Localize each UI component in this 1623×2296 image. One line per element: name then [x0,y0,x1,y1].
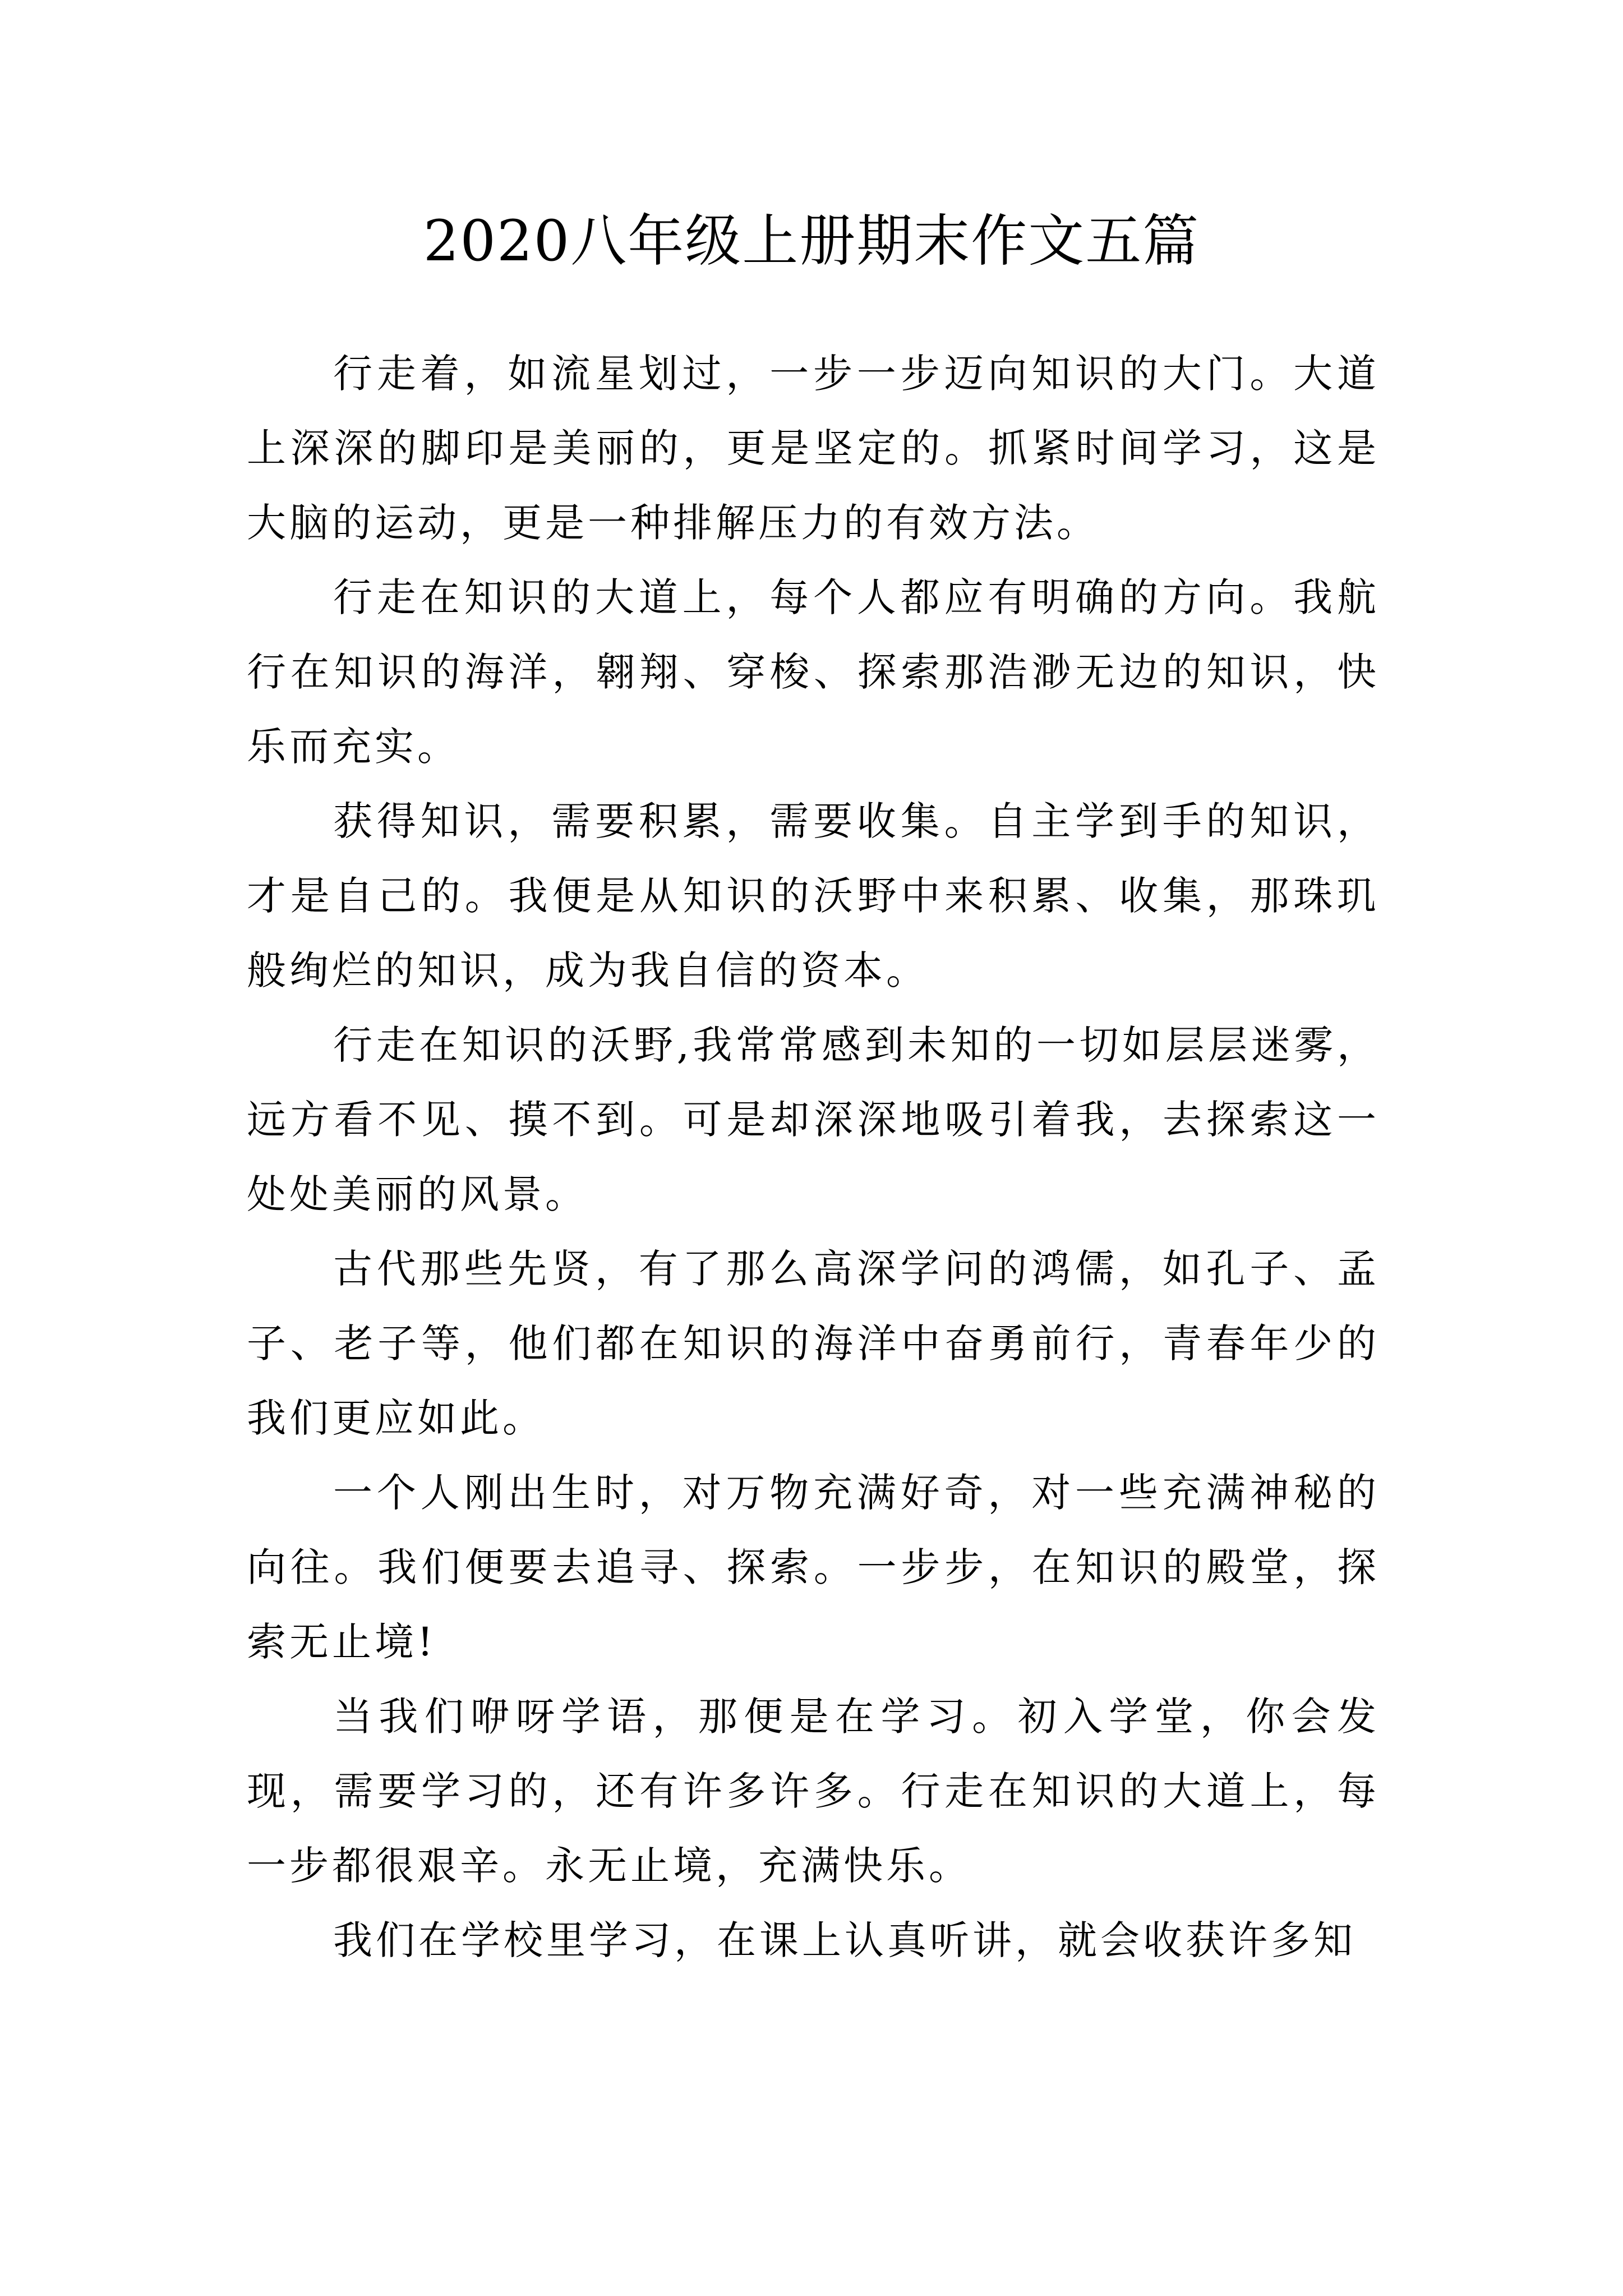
paragraph: 行走着，如流星划过，一步一步迈向知识的大门。大道上深深的脚印是美丽的，更是坚定的。抓紧时间学习，这是大脑的运动，更是一种排解压力的有效方法。 [247,351,1380,546]
paragraph: 我们在学校里学习，在课上认真听讲，就会收获许多知 [333,1917,1356,1963]
paragraph: 一个人刚出生时，对万物充满好奇，对一些充满神秘的向往。我们便要去追寻、探索。一步步，在知识的殿堂，探索无止境! [247,1470,1380,1665]
paragraph: 古代那些先贤，有了那么高深学问的鸿儒，如孔子、孟子、老子等，他们都在知识的海洋中奋勇前行，青春年少的我们更应如此。 [247,1246,1380,1441]
paragraph: 当我们咿呀学语，那便是在学习。初入学堂，你会发现，需要学习的，还有许多许多。行走在知识的大道上，每一步都很艰辛。永无止境，充满快乐。 [247,1694,1380,1889]
paragraph: 获得知识，需要积累，需要收集。自主学到手的知识，才是自己的。我便是从知识的沃野中来积累、收集，那珠玑般绚烂的知识，成为我自信的资本。 [247,798,1380,993]
paragraph: 行走在知识的大道上，每个人都应有明确的方向。我航行在知识的海洋，翱翔、穿梭、探索那浩渺无边的知识，快乐而充实。 [247,574,1380,770]
paragraph: 行走在知识的沃野,我常常感到未知的一切如层层迷雾，远方看不见、摸不到。可是却深深地吸引着我，去探索这一处处美丽的风景。 [247,1022,1380,1217]
document-title: 2020八年级上册期末作文五篇 [423,208,1200,274]
document-body [247,337,1380,1978]
